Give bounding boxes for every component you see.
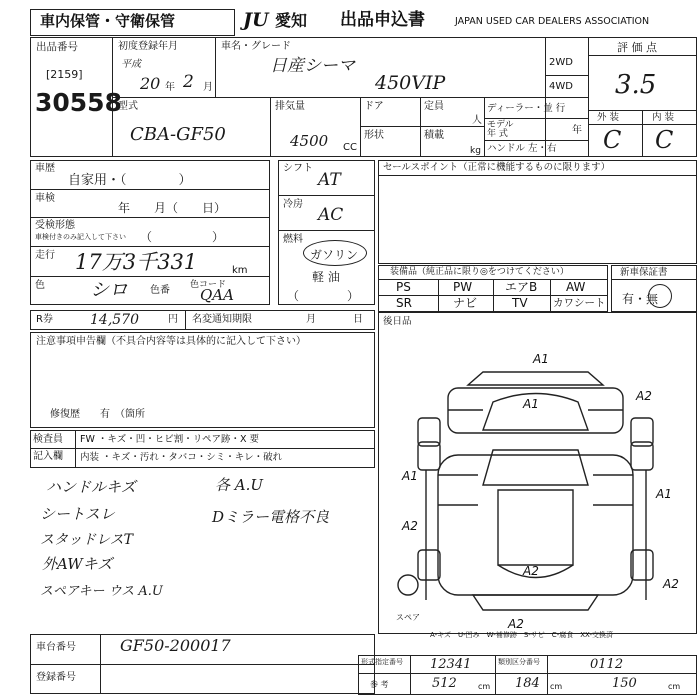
entry-label: 記入欄 bbox=[33, 451, 63, 462]
door-label: ドア bbox=[364, 101, 384, 112]
era: 平成 bbox=[121, 59, 141, 70]
sales-point-label: セールスポイント（正常に機能するものに限ります） bbox=[383, 162, 611, 173]
inspector-label: 検査員 bbox=[33, 434, 63, 445]
reg-year: 20 bbox=[140, 74, 161, 93]
km-unit: km bbox=[232, 265, 248, 276]
note-right-1: 各 A.U bbox=[215, 476, 264, 494]
ac-value: AC bbox=[318, 205, 344, 225]
lot-small: [2159] bbox=[46, 68, 83, 81]
ju-logo: JU bbox=[243, 9, 269, 31]
acceptance-note: 車検付きのみ記入して下さい bbox=[35, 233, 126, 241]
car-name: 日産シーマ bbox=[270, 56, 355, 76]
drive-2wd: 2WD bbox=[549, 57, 573, 68]
reg-year-unit: 年 bbox=[165, 82, 175, 93]
warranty-label: 新車保証書 bbox=[620, 267, 668, 278]
ref-label: 参 考 bbox=[370, 680, 389, 689]
width-cm: cm bbox=[550, 682, 563, 691]
mark-right-door: A1 bbox=[656, 487, 672, 501]
rebate-yen: 円 bbox=[168, 314, 178, 325]
loadcap-label: 積載 bbox=[424, 130, 444, 141]
note-line-2: シートスレ bbox=[40, 505, 115, 523]
fuel-diesel: 軽 油 bbox=[312, 270, 340, 284]
model-year-unit: 年 bbox=[572, 125, 582, 136]
inspect-row-2: 内装 ・キズ・汚れ・タバコ・シミ・キレ・破れ bbox=[80, 452, 283, 463]
equip-tv: TV bbox=[512, 296, 528, 310]
cc-unit: CC bbox=[343, 142, 357, 153]
equip-sr: SR bbox=[396, 296, 412, 310]
rebate-label: R券 bbox=[36, 314, 53, 325]
equip-aw: AW bbox=[566, 280, 586, 294]
color-label: 色 bbox=[35, 280, 45, 291]
damage-legend: A-キズ U-凹み W-補修跡 S-サビ C-腐食 XX-交換済 bbox=[430, 631, 613, 639]
class-no-label: 類別区分番号 bbox=[498, 658, 540, 666]
color-code: QAA bbox=[200, 286, 234, 304]
first-reg-label: 初度登録年月 bbox=[118, 41, 178, 52]
lot-number: 30558 bbox=[35, 88, 122, 117]
name-change-day: 日 bbox=[353, 314, 363, 325]
fuel-gasoline: ガソリン bbox=[310, 248, 359, 262]
type-no: 12341 bbox=[430, 657, 472, 672]
name-grade-label: 車名・グレード bbox=[221, 41, 291, 52]
class-no: 0112 bbox=[590, 657, 624, 672]
rear-day-label: 後日品 bbox=[383, 316, 412, 327]
acceptance-value: （ ） bbox=[140, 230, 225, 244]
gasoline-circle bbox=[303, 240, 367, 266]
kg-unit: kg bbox=[470, 146, 481, 156]
width-value: 184 bbox=[515, 676, 540, 691]
model-label: 型式 bbox=[118, 101, 138, 112]
equip-airbag: エアB bbox=[505, 280, 538, 294]
notes-label: 注意事項申告欄（不具合内容等は具体的に記入して下さい） bbox=[36, 336, 306, 347]
reg-no-label: 登録番号 bbox=[36, 672, 76, 683]
score: 3.5 bbox=[615, 70, 657, 100]
type-no-label: 形式指定番号 bbox=[361, 658, 403, 666]
warranty-value: 有・無 bbox=[622, 292, 659, 306]
inspection-date: 年 月（ 日） bbox=[118, 201, 227, 215]
displacement: 4500 bbox=[290, 132, 329, 150]
length-cm: cm bbox=[478, 682, 491, 691]
grade-name: 450VIP bbox=[375, 72, 446, 94]
equip-pw: PW bbox=[453, 280, 473, 294]
capacity-label: 定員 bbox=[424, 101, 444, 112]
fuel-other: （ ） bbox=[287, 289, 360, 303]
equip-navi: ナビ bbox=[453, 296, 478, 310]
color-no-label: 色番 bbox=[150, 285, 170, 296]
handle-label: ハンドル 左・右 bbox=[487, 143, 557, 154]
drive-4wd: 4WD bbox=[549, 81, 573, 92]
exterior-label: 外 装 bbox=[597, 112, 620, 123]
org-name: 愛知 bbox=[275, 11, 308, 30]
equipment-label: 装備品（純正品に限り◎をつけてください） bbox=[390, 267, 569, 277]
warranty-circle bbox=[648, 284, 672, 308]
fuel-label: 燃料 bbox=[283, 234, 303, 245]
note-line-3: スタッドレスT bbox=[40, 532, 133, 548]
name-change-label: 名変通知期限 bbox=[192, 314, 252, 325]
mark-left-door: A1 bbox=[402, 469, 418, 483]
form-title: 出品申込書 bbox=[340, 10, 425, 30]
model-year-label-a: モデル bbox=[487, 120, 514, 130]
inspect-row-1: FW ・キズ・凹・ヒビ割・リペア跡・X 要 bbox=[80, 434, 260, 445]
ac-label: 冷房 bbox=[283, 199, 303, 210]
displacement-label: 排気量 bbox=[275, 101, 305, 112]
height-cm: cm bbox=[668, 682, 681, 691]
mark-front: A1 bbox=[533, 352, 549, 366]
association-name: JAPAN USED CAR DEALERS ASSOCIATION bbox=[455, 16, 650, 27]
length-value: 512 bbox=[432, 676, 457, 691]
interior-grade: C bbox=[655, 126, 674, 154]
score-label: 評 価 点 bbox=[617, 41, 657, 54]
chassis-label: 車台番号 bbox=[36, 642, 76, 653]
height-value: 150 bbox=[612, 676, 637, 691]
mark-hood: A1 bbox=[523, 397, 539, 411]
mark-front-right: A2 bbox=[636, 389, 652, 403]
reg-month: 2 bbox=[183, 72, 194, 92]
history-value: 自家用・（ ） bbox=[68, 173, 192, 188]
chassis-value: GF50-200017 bbox=[120, 636, 231, 655]
mark-trunk: A2 bbox=[523, 564, 539, 578]
note-line-5: スペアキー ウス A.U bbox=[40, 584, 163, 599]
rebate-value: 14,570 bbox=[90, 312, 139, 328]
shift-value: AT bbox=[318, 170, 341, 190]
mark-rear: A2 bbox=[508, 617, 524, 630]
shift-label: シフト bbox=[283, 163, 313, 174]
exterior-grade: C bbox=[603, 126, 622, 154]
equip-ps: PS bbox=[396, 280, 411, 294]
spare-tire-label: スペア bbox=[396, 613, 420, 622]
note-line-4: 外AWキズ bbox=[42, 555, 113, 573]
mark-left-rear: A2 bbox=[402, 519, 418, 533]
mark-rear-right: A2 bbox=[663, 577, 679, 591]
mileage-value: 17万3千331 bbox=[75, 250, 198, 274]
mileage-label: 走行 bbox=[35, 250, 55, 261]
reg-month-unit: 月 bbox=[203, 82, 213, 93]
acceptance-label: 受検形態 bbox=[35, 220, 75, 231]
inspection-label: 車検 bbox=[35, 193, 55, 204]
color-code-label: 色コード bbox=[190, 280, 227, 290]
color-value: シロ bbox=[90, 279, 129, 301]
damage-diagram bbox=[378, 330, 697, 630]
storage-title: 車内保管・守衛保管 bbox=[40, 12, 176, 30]
dealer-label: ディーラー・並 行 bbox=[487, 103, 566, 114]
note-right-2: Dミラー電格不良 bbox=[212, 508, 330, 526]
interior-label: 内 装 bbox=[652, 112, 675, 123]
shape-label: 形状 bbox=[364, 130, 384, 141]
note-line-1: ハンドルキズ bbox=[46, 478, 136, 496]
repair-label: 修復歴 有 （箇所 bbox=[50, 409, 145, 420]
history-label: 車歴 bbox=[35, 163, 55, 174]
model-code: CBA-GF50 bbox=[130, 124, 226, 145]
lot-label: 出品番号 bbox=[36, 41, 78, 53]
name-change-month: 月 bbox=[306, 314, 316, 325]
model-year-label-b: 年 式 bbox=[487, 129, 508, 139]
equip-leather: カワシート bbox=[553, 297, 606, 309]
person-unit: 人 bbox=[472, 115, 482, 126]
